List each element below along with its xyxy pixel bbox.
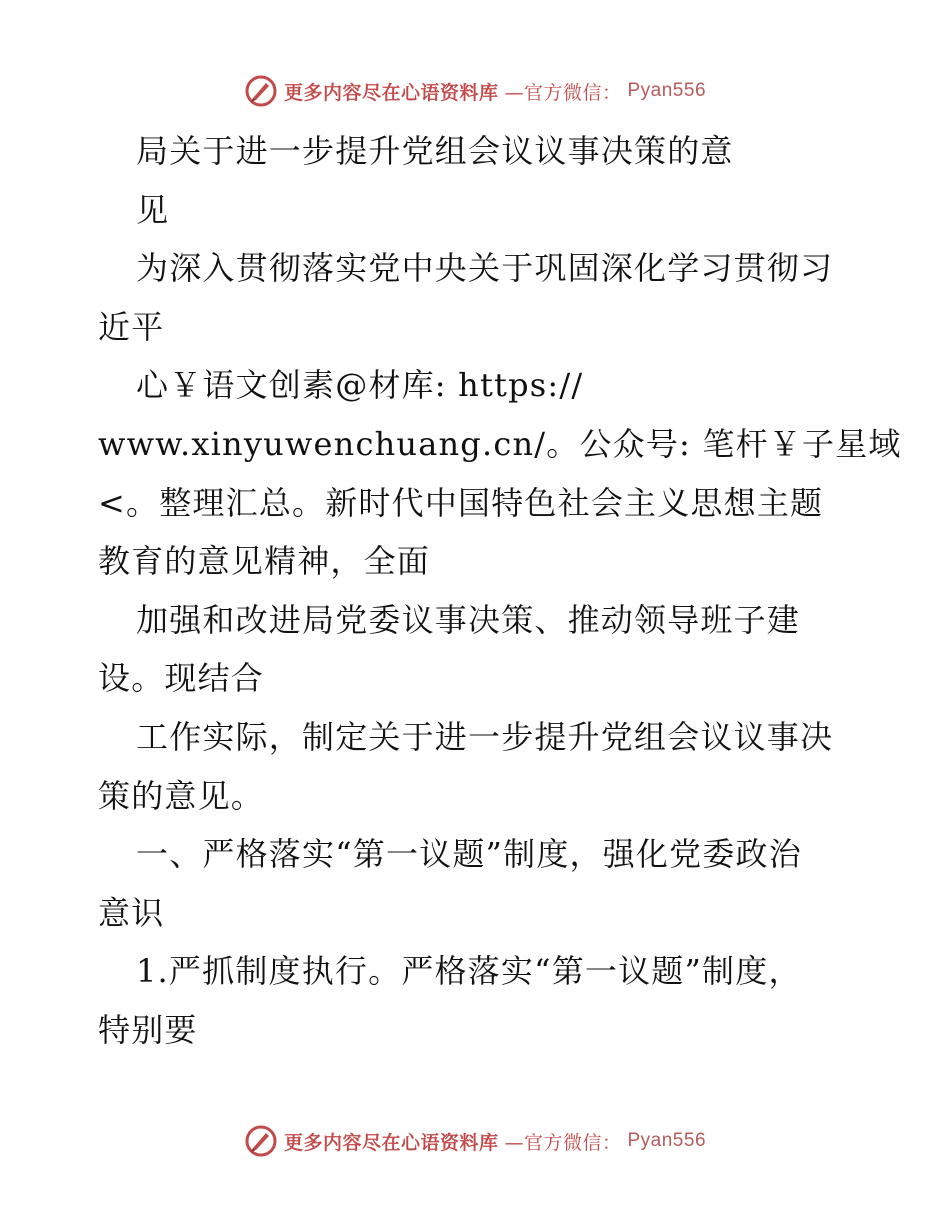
text-line: 1.严抓制度执行。严格落实“第一议题”制度， — [136, 952, 802, 991]
watermark-sub-text: —官方微信： — [504, 1131, 622, 1154]
pen-logo-icon — [244, 1124, 278, 1158]
watermark-main-text: 更多内容尽在心语资料库 — [283, 1131, 499, 1154]
text-line: 心￥语文创素@材库: https:// — [136, 366, 584, 405]
text-line: 设。现结合 — [98, 659, 265, 698]
text-line: 意识 — [98, 893, 165, 932]
text-line: www.xinyuwenchuang.cn/。公众号: 笔杆￥子星域 — [98, 424, 902, 463]
text-line: 见 — [136, 190, 170, 229]
watermark-sub-text: —官方微信： — [504, 81, 622, 104]
document-body — [98, 122, 902, 1060]
text-line: <。整理汇总。新时代中国特色社会主义思想主题 — [98, 483, 824, 522]
watermark-header — [0, 74, 950, 108]
text-line: 加强和改进局党委议事决策、推动领导班子建 — [136, 600, 801, 639]
watermark-id: Pyan556 — [627, 80, 707, 101]
watermark-footer — [0, 1124, 950, 1158]
text-line: 工作实际，制定关于进一步提升党组会议议事决 — [136, 717, 834, 756]
text-line: 局关于进一步提升党组会议议事决策的意 — [136, 132, 734, 170]
text-line: 特别要 — [98, 1010, 198, 1049]
text-line: 近平 — [98, 307, 165, 346]
pen-logo-icon — [244, 74, 278, 108]
text-line: 为深入贯彻落实党中央关于巩固深化学习贯彻习 — [136, 249, 834, 288]
watermark-id: Pyan556 — [627, 1130, 707, 1151]
text-line: 教育的意见精神，全面 — [98, 542, 431, 581]
text-line: 策的意见。 — [98, 776, 265, 815]
watermark-main-text: 更多内容尽在心语资料库 — [283, 81, 499, 104]
text-line: 一、严格落实“第一议题”制度，强化党委政治 — [136, 835, 802, 874]
